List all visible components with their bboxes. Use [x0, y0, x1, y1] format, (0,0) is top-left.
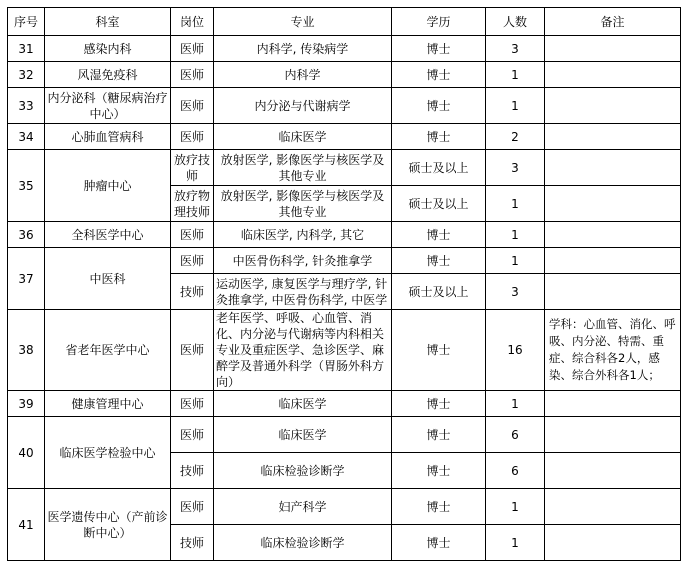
- cell-count: 1: [486, 391, 545, 417]
- cell-post: 医师: [171, 310, 214, 391]
- cell-major: 内科学, 传染病学: [214, 36, 392, 62]
- cell-remark: [545, 274, 681, 310]
- cell-no: 39: [8, 391, 45, 417]
- header-post: 岗位: [171, 8, 214, 36]
- table-row: [8, 222, 681, 248]
- cell-major: 内分泌与代谢病学: [214, 88, 392, 124]
- cell-post: 医师: [171, 417, 214, 453]
- cell-dept: 健康管理中心: [45, 391, 171, 417]
- cell-dept: 全科医学中心: [45, 222, 171, 248]
- header-row: [8, 8, 681, 36]
- cell-count: 2: [486, 124, 545, 150]
- cell-remark: 学科：心血管、消化、呼吸、内分泌、特需、重症、综合科各2人，感染、综合外科各1人；: [545, 310, 681, 391]
- cell-count: 1: [486, 489, 545, 525]
- cell-no: 40: [8, 417, 45, 489]
- cell-dept: 医学遗传中心（产前诊断中心）: [45, 489, 171, 561]
- cell-no: 33: [8, 88, 45, 124]
- cell-remark: [545, 525, 681, 561]
- cell-edu: 博士: [392, 62, 486, 88]
- cell-edu: 博士: [392, 36, 486, 62]
- cell-dept: 中医科: [45, 248, 171, 310]
- cell-edu: 博士: [392, 222, 486, 248]
- cell-count: 3: [486, 274, 545, 310]
- cell-no: 36: [8, 222, 45, 248]
- recruitment-table: [7, 7, 681, 561]
- cell-major: 临床检验诊断学: [214, 525, 392, 561]
- table-row: [8, 36, 681, 62]
- cell-remark: [545, 124, 681, 150]
- cell-remark: [545, 222, 681, 248]
- cell-dept: 风湿免疫科: [45, 62, 171, 88]
- cell-count: 1: [486, 248, 545, 274]
- cell-no: 35: [8, 150, 45, 222]
- cell-post: 医师: [171, 248, 214, 274]
- cell-post: 医师: [171, 62, 214, 88]
- cell-no: 34: [8, 124, 45, 150]
- cell-remark: [545, 186, 681, 222]
- cell-remark: [545, 88, 681, 124]
- cell-dept: 临床医学检验中心: [45, 417, 171, 489]
- cell-count: 6: [486, 453, 545, 489]
- cell-no: 37: [8, 248, 45, 310]
- header-major: 专业: [214, 8, 392, 36]
- cell-no: 38: [8, 310, 45, 391]
- cell-dept: 心肺血管病科: [45, 124, 171, 150]
- cell-edu: 硕士及以上: [392, 274, 486, 310]
- cell-edu: 博士: [392, 124, 486, 150]
- document-table-wrapper: [7, 7, 681, 561]
- cell-major: 运动医学, 康复医学与理疗学, 针灸推拿学, 中医骨伤科学, 中医学: [214, 274, 392, 310]
- header-remark: 备注: [545, 8, 681, 36]
- cell-edu: 博士: [392, 525, 486, 561]
- cell-count: 3: [486, 150, 545, 186]
- table-row: [8, 248, 681, 274]
- table-row: [8, 150, 681, 186]
- cell-count: 1: [486, 62, 545, 88]
- cell-remark: [545, 391, 681, 417]
- cell-post: 医师: [171, 88, 214, 124]
- cell-remark: [545, 453, 681, 489]
- table-row: [8, 417, 681, 453]
- cell-post: 医师: [171, 36, 214, 62]
- cell-count: 3: [486, 36, 545, 62]
- cell-count: 1: [486, 525, 545, 561]
- cell-dept: 内分泌科（糖尿病治疗中心）: [45, 88, 171, 124]
- table-row: [8, 124, 681, 150]
- cell-major: 妇产科学: [214, 489, 392, 525]
- cell-major: 放射医学, 影像医学与核医学及其他专业: [214, 150, 392, 186]
- cell-post: 技师: [171, 525, 214, 561]
- header-dept: 科室: [45, 8, 171, 36]
- cell-edu: 硕士及以上: [392, 186, 486, 222]
- table-row: [8, 62, 681, 88]
- cell-post: 技师: [171, 453, 214, 489]
- cell-post: 医师: [171, 489, 214, 525]
- cell-edu: 博士: [392, 310, 486, 391]
- cell-dept: 省老年医学中心: [45, 310, 171, 391]
- cell-dept: 肿瘤中心: [45, 150, 171, 222]
- cell-post: 技师: [171, 274, 214, 310]
- header-edu: 学历: [392, 8, 486, 36]
- cell-remark: [545, 489, 681, 525]
- header-no: 序号: [8, 8, 45, 36]
- cell-count: 1: [486, 88, 545, 124]
- cell-count: 1: [486, 222, 545, 248]
- cell-remark: [545, 417, 681, 453]
- cell-edu: 博士: [392, 417, 486, 453]
- header-count: 人数: [486, 8, 545, 36]
- cell-post: 医师: [171, 391, 214, 417]
- table-row: [8, 310, 681, 391]
- table-row: [8, 489, 681, 525]
- cell-major: 中医骨伤科学, 针灸推拿学: [214, 248, 392, 274]
- cell-remark: [545, 62, 681, 88]
- cell-major: 临床医学: [214, 417, 392, 453]
- cell-remark: [545, 150, 681, 186]
- cell-dept: 感染内科: [45, 36, 171, 62]
- cell-no: 41: [8, 489, 45, 561]
- cell-post: 医师: [171, 124, 214, 150]
- cell-count: 1: [486, 186, 545, 222]
- table-row: [8, 88, 681, 124]
- cell-major: 临床检验诊断学: [214, 453, 392, 489]
- cell-major: 老年医学、呼吸、心血管、消化、内分泌与代谢病等内科相关专业及重症医学、急诊医学、麻醉学及普通外科学（胃肠外科方向）: [214, 310, 392, 391]
- cell-no: 31: [8, 36, 45, 62]
- cell-post: 医师: [171, 222, 214, 248]
- cell-edu: 博士: [392, 391, 486, 417]
- cell-major: 放射医学, 影像医学与核医学及其他专业: [214, 186, 392, 222]
- cell-post: 放疗技师: [171, 150, 214, 186]
- cell-remark: [545, 36, 681, 62]
- cell-count: 6: [486, 417, 545, 453]
- cell-no: 32: [8, 62, 45, 88]
- cell-major: 临床医学: [214, 124, 392, 150]
- cell-edu: 博士: [392, 88, 486, 124]
- cell-edu: 博士: [392, 248, 486, 274]
- cell-edu: 硕士及以上: [392, 150, 486, 186]
- cell-major: 内科学: [214, 62, 392, 88]
- cell-edu: 博士: [392, 453, 486, 489]
- table-row: [8, 391, 681, 417]
- cell-major: 临床医学, 内科学, 其它: [214, 222, 392, 248]
- cell-post: 放疗物理技师: [171, 186, 214, 222]
- cell-major: 临床医学: [214, 391, 392, 417]
- cell-edu: 博士: [392, 489, 486, 525]
- cell-remark: [545, 248, 681, 274]
- cell-count: 16: [486, 310, 545, 391]
